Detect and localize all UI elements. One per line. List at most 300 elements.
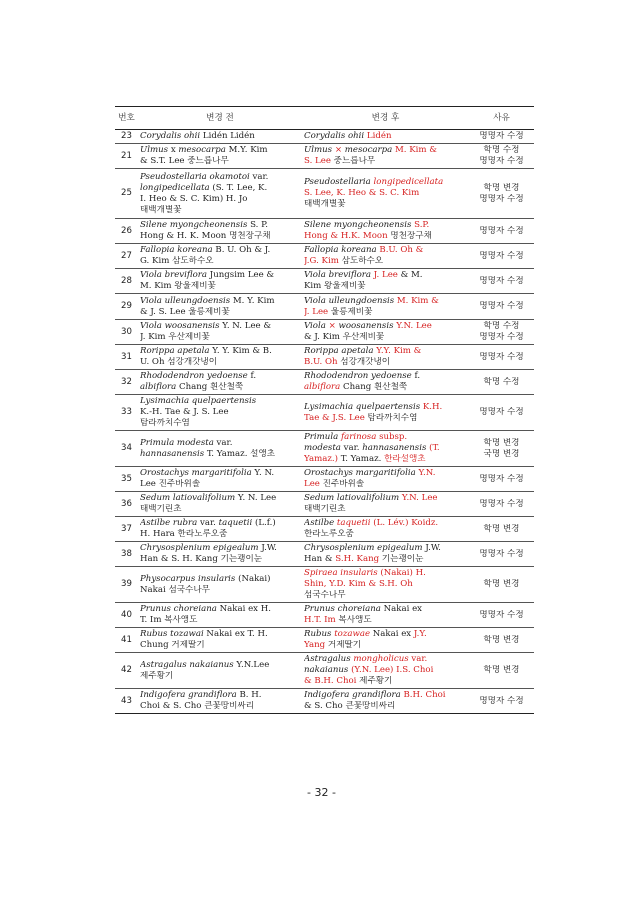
row-number: 41 bbox=[115, 628, 138, 653]
text-line bbox=[304, 371, 467, 382]
italic-text-run: Indigofera grandiflora bbox=[140, 690, 237, 700]
changed-text-run: S. Lee, K. Heo & S. C. Kim bbox=[304, 188, 420, 198]
changed-text-run: M. Kim & bbox=[396, 295, 439, 306]
italic-text-run: Lysimachia quelpaertensis bbox=[304, 401, 421, 412]
changed-text-run: Lidén bbox=[366, 131, 392, 141]
text-line bbox=[304, 554, 467, 565]
text-line bbox=[140, 371, 300, 382]
cell-reason bbox=[469, 244, 534, 269]
text-run: 한라노루오줌 bbox=[304, 529, 354, 539]
reason-line: 명명자 수정 bbox=[479, 407, 524, 417]
row-number: 35 bbox=[115, 467, 138, 492]
text-line bbox=[140, 438, 300, 449]
text-run: J.W. bbox=[422, 543, 441, 553]
cell-reason bbox=[469, 144, 534, 169]
cell-before-change bbox=[138, 467, 302, 492]
italic-text-run: Silene myongcheonensis bbox=[140, 220, 248, 230]
text-line bbox=[140, 256, 300, 267]
italic-text-run: Prunus choreiana bbox=[140, 604, 217, 614]
text-run: (S. T. Lee, K. bbox=[209, 182, 268, 193]
changed-text-run: × bbox=[332, 145, 345, 155]
cell-before-change bbox=[138, 517, 302, 542]
cell-before-change bbox=[138, 370, 302, 395]
cell-after-change bbox=[302, 689, 469, 714]
row-number: 28 bbox=[115, 269, 138, 294]
text-line bbox=[140, 281, 300, 292]
italic-text-run: modesta bbox=[304, 443, 341, 453]
reason-line: 명명자 수정 bbox=[479, 548, 524, 559]
text-line bbox=[304, 382, 467, 393]
cell-after-change bbox=[302, 517, 469, 542]
cell-before-change bbox=[138, 244, 302, 269]
cell-reason bbox=[469, 542, 534, 567]
text-line bbox=[304, 281, 467, 292]
text-run: Choi & S. Cho 큰꽃땅비싸리 bbox=[140, 701, 255, 711]
text-line bbox=[304, 402, 467, 413]
text-line bbox=[304, 231, 467, 242]
row-number: 42 bbox=[115, 653, 138, 689]
reason-line: 명명자 수정 bbox=[479, 498, 524, 509]
italic-text-run: Viola ulleungdoensis bbox=[304, 295, 395, 306]
text-run: Y. N. Lee & bbox=[219, 321, 271, 331]
italic-text-run: Rubus bbox=[304, 629, 335, 639]
italic-text-run: Viola bbox=[304, 321, 326, 331]
italic-text-run: Viola breviflora bbox=[304, 270, 372, 280]
table-row bbox=[115, 689, 534, 714]
cell-before-change bbox=[138, 130, 302, 144]
italic-text-run: Orostachys margaritifolia bbox=[304, 468, 416, 478]
italic-text-run: Astilbe rubra bbox=[140, 518, 198, 528]
row-number: 34 bbox=[115, 431, 138, 467]
text-run: 거제딸기 bbox=[325, 640, 362, 650]
header-before-change: 변경 전 bbox=[138, 107, 302, 130]
text-line bbox=[304, 629, 467, 640]
text-run: Nakai ex T. H. bbox=[203, 629, 268, 639]
cell-before-change bbox=[138, 542, 302, 567]
text-line bbox=[140, 156, 300, 167]
text-run: & S.T. Lee 중느릅나무 bbox=[140, 156, 229, 166]
cell-before-change bbox=[138, 492, 302, 517]
italic-text-run: nakaianus bbox=[304, 665, 349, 675]
table-row bbox=[115, 345, 534, 370]
text-line bbox=[140, 145, 300, 156]
text-run: G. Kim 삼도하수오 bbox=[140, 256, 214, 266]
text-run: Nakai ex bbox=[380, 604, 423, 614]
italic-text-run: Astragalus nakaianus bbox=[140, 659, 234, 670]
reason-line: 학명 변경 bbox=[483, 437, 520, 448]
text-line bbox=[140, 604, 300, 615]
italic-text-run: Corydalis ohii bbox=[304, 131, 365, 141]
row-number: 37 bbox=[115, 517, 138, 542]
cell-reason bbox=[469, 320, 534, 345]
cell-after-change bbox=[302, 492, 469, 517]
header-reason: 사유 bbox=[469, 107, 534, 130]
text-run: T. Im 복사앵도 bbox=[140, 615, 198, 625]
cell-after-change bbox=[302, 603, 469, 628]
italic-text-run: mesocarpa bbox=[178, 145, 226, 155]
italic-text-run: Corydalis ohii bbox=[140, 131, 201, 141]
text-line bbox=[140, 671, 300, 682]
changed-text-run: tozawae bbox=[334, 629, 371, 639]
table-row bbox=[115, 395, 534, 431]
text-run: (Nakai) bbox=[235, 573, 271, 584]
table-row bbox=[115, 244, 534, 269]
cell-after-change bbox=[302, 320, 469, 345]
italic-text-run: woosanensis bbox=[338, 321, 394, 331]
text-line bbox=[140, 296, 300, 307]
text-line bbox=[140, 554, 300, 565]
table-row bbox=[115, 144, 534, 169]
text-line bbox=[304, 256, 467, 267]
text-run: M.Y. Kim bbox=[225, 145, 268, 155]
text-run: Y. N. bbox=[251, 468, 275, 478]
changed-text-run: Lee bbox=[304, 479, 320, 489]
italic-text-run: mesocarpa bbox=[344, 145, 393, 155]
text-line bbox=[140, 270, 300, 281]
changed-text-run: Y.N. Lee bbox=[396, 321, 432, 331]
text-run: Chung 거제딸기 bbox=[140, 640, 205, 650]
cell-after-change bbox=[302, 130, 469, 144]
italic-text-run: longipedicellata bbox=[140, 182, 210, 193]
text-run: Nakai ex H. bbox=[216, 604, 271, 614]
changed-text-run: Tae & J.S. Lee bbox=[304, 412, 365, 423]
cell-reason bbox=[469, 130, 534, 144]
row-number: 40 bbox=[115, 603, 138, 628]
text-line bbox=[304, 604, 467, 615]
italic-text-run: Rorippa apetala bbox=[304, 346, 374, 356]
text-run: 섬국수나무 bbox=[304, 590, 346, 600]
table-row bbox=[115, 542, 534, 567]
text-run: 제주황기 bbox=[140, 670, 174, 681]
text-line bbox=[304, 145, 467, 156]
italic-text-run: Primula bbox=[304, 432, 341, 442]
text-line bbox=[304, 321, 467, 332]
reason-line: 학명 변경 bbox=[483, 523, 520, 534]
cell-reason bbox=[469, 345, 534, 370]
text-run: K.-H. Tae & J. S. Lee bbox=[140, 407, 229, 417]
text-run: var. bbox=[197, 518, 219, 528]
reason-line: 학명 변경 bbox=[483, 665, 520, 675]
italic-text-run: Chrysosplenium epigealum bbox=[304, 543, 423, 553]
row-number: 29 bbox=[115, 294, 138, 320]
cell-after-change bbox=[302, 653, 469, 689]
reason-line: 학명 변경 bbox=[483, 634, 520, 645]
changed-text-run: longipedicellata bbox=[373, 177, 444, 187]
cell-after-change bbox=[302, 467, 469, 492]
text-line bbox=[304, 701, 467, 712]
text-line bbox=[140, 479, 300, 490]
row-number: 43 bbox=[115, 689, 138, 714]
cell-after-change bbox=[302, 395, 469, 431]
text-run: Chang 흰산철쭉 bbox=[176, 382, 244, 392]
changed-text-run: B.U. Oh bbox=[304, 357, 338, 367]
changed-text-run: S.P. bbox=[414, 220, 430, 230]
row-number: 39 bbox=[115, 567, 138, 603]
text-line bbox=[140, 321, 300, 332]
name-change-table bbox=[115, 106, 534, 714]
changed-text-run: J. Lee bbox=[373, 270, 398, 280]
cell-reason bbox=[469, 395, 534, 431]
text-line bbox=[140, 332, 300, 343]
text-line bbox=[304, 504, 467, 515]
text-line bbox=[304, 220, 467, 231]
row-number: 26 bbox=[115, 219, 138, 244]
table-row bbox=[115, 567, 534, 603]
text-line bbox=[304, 357, 467, 368]
cell-after-change bbox=[302, 567, 469, 603]
changed-text-run: (T. bbox=[429, 443, 440, 453]
text-line bbox=[140, 504, 300, 515]
table-row bbox=[115, 320, 534, 345]
text-run: J.W. bbox=[258, 543, 277, 553]
italic-text-run: Rhododendron yedoense bbox=[140, 371, 248, 381]
text-line bbox=[140, 131, 300, 142]
table-row bbox=[115, 169, 534, 219]
text-run: Chang 흰산철쭉 bbox=[340, 382, 408, 392]
text-line bbox=[140, 418, 300, 429]
text-run: Y. Y. Kim & B. bbox=[209, 346, 272, 356]
table-row bbox=[115, 294, 534, 320]
reason-line: 명명자 수정 bbox=[479, 275, 524, 286]
text-run: Lee 진주바위솔 bbox=[140, 479, 201, 489]
italic-text-run: Astilbe bbox=[304, 518, 337, 528]
cell-reason bbox=[469, 653, 534, 689]
changed-text-run: mongholicus bbox=[353, 654, 409, 664]
cell-before-change bbox=[138, 689, 302, 714]
changed-text-run: S. Lee bbox=[304, 156, 331, 166]
text-run: var. bbox=[213, 437, 233, 448]
text-run: 기는괭이눈 bbox=[379, 554, 424, 564]
changed-text-run: (Nakai) H. bbox=[377, 568, 426, 578]
italic-text-run: Viola ulleungdoensis bbox=[140, 295, 231, 306]
italic-text-run: taquetii bbox=[218, 518, 253, 528]
cell-before-change bbox=[138, 653, 302, 689]
text-line bbox=[140, 183, 300, 194]
cell-after-change bbox=[302, 542, 469, 567]
cell-reason bbox=[469, 567, 534, 603]
text-run: Nakai ex bbox=[370, 629, 414, 639]
row-number: 36 bbox=[115, 492, 138, 517]
cell-reason bbox=[469, 169, 534, 219]
changed-text-run: J. Lee bbox=[304, 306, 329, 317]
text-run: Kim 왕울제비꽃 bbox=[304, 281, 366, 291]
text-line bbox=[304, 590, 467, 601]
changed-text-run: Y.Y. Kim & bbox=[376, 346, 422, 356]
table-row bbox=[115, 467, 534, 492]
text-run: Han & bbox=[304, 554, 336, 564]
text-line bbox=[140, 640, 300, 651]
changed-text-run: S.H. Kang bbox=[335, 554, 380, 564]
text-line bbox=[304, 518, 467, 529]
text-line bbox=[140, 245, 300, 256]
italic-text-run: Indigofera grandiflora bbox=[304, 690, 401, 700]
text-line bbox=[140, 585, 300, 596]
italic-text-run: hannasanensis bbox=[362, 443, 427, 453]
row-number: 27 bbox=[115, 244, 138, 269]
reason-line: 명명자 수정 bbox=[479, 250, 524, 261]
italic-text-run: Orostachys margaritifolia bbox=[140, 468, 252, 478]
cell-after-change bbox=[302, 370, 469, 395]
text-run: x bbox=[168, 145, 179, 155]
row-number: 30 bbox=[115, 320, 138, 345]
italic-text-run: Silene myongcheonensis bbox=[304, 220, 412, 230]
reason-line: 명명자 수정 bbox=[479, 225, 524, 236]
cell-reason bbox=[469, 492, 534, 517]
text-run: Y.N.Lee bbox=[233, 659, 270, 670]
changed-text-run: subsp. bbox=[376, 432, 408, 442]
italic-text-run: hannasanensis bbox=[140, 448, 205, 459]
cell-before-change bbox=[138, 294, 302, 320]
changed-text-run: albiflora bbox=[304, 382, 341, 392]
italic-text-run: Prunus choreiana bbox=[304, 604, 381, 614]
text-run: 태백개별꽃 bbox=[140, 204, 182, 215]
reason-line: 국명 변경 bbox=[483, 448, 520, 459]
text-run: & J. S. Lee 울릉제비꽃 bbox=[140, 306, 230, 317]
cell-before-change bbox=[138, 345, 302, 370]
cell-reason bbox=[469, 431, 534, 467]
text-line bbox=[304, 493, 467, 504]
row-number: 32 bbox=[115, 370, 138, 395]
table-row bbox=[115, 219, 534, 244]
cell-before-change bbox=[138, 431, 302, 467]
reason-line: 명명자 수정 bbox=[479, 156, 524, 166]
italic-text-run: Pseudostellaria bbox=[304, 177, 374, 187]
changed-text-run: Yang bbox=[304, 640, 326, 650]
text-run: H. Hara 한라노루오줌 bbox=[140, 529, 228, 539]
table-row bbox=[115, 628, 534, 653]
changed-text-run: farinosa bbox=[340, 432, 377, 442]
reason-line: 명명자 수정 bbox=[479, 131, 524, 141]
text-line bbox=[140, 382, 300, 393]
table-row bbox=[115, 130, 534, 144]
table-row bbox=[115, 492, 534, 517]
text-run: 복사앵도 bbox=[335, 615, 372, 625]
changed-text-run: Y.N. Lee bbox=[401, 493, 438, 503]
reason-line: 명명자 수정 bbox=[479, 609, 524, 620]
text-line bbox=[140, 543, 300, 554]
text-run: 명천장구채 bbox=[387, 231, 432, 241]
reason-line: 명명자 수정 bbox=[479, 695, 524, 706]
changed-text-run: B.U. Oh & bbox=[379, 245, 424, 255]
text-line bbox=[304, 156, 467, 167]
header-after-change: 변경 후 bbox=[302, 107, 469, 130]
cell-before-change bbox=[138, 219, 302, 244]
text-run: Hong & H. K. Moon 명천장구채 bbox=[140, 231, 271, 241]
text-run: I. Heo & S. C. Kim) H. Jo bbox=[140, 193, 248, 204]
text-run: (L.f.) bbox=[252, 518, 276, 528]
text-run: & J. Kim 우산제비꽃 bbox=[304, 332, 385, 342]
page-number: - 32 - bbox=[307, 786, 336, 799]
text-line bbox=[304, 640, 467, 651]
reason-line: 학명 변경 bbox=[483, 579, 520, 589]
text-line bbox=[304, 454, 467, 465]
table-row bbox=[115, 603, 534, 628]
cell-before-change bbox=[138, 567, 302, 603]
cell-before-change bbox=[138, 395, 302, 431]
table-row bbox=[115, 269, 534, 294]
cell-before-change bbox=[138, 144, 302, 169]
text-run: var. bbox=[249, 171, 269, 182]
text-run: B. H. bbox=[236, 690, 262, 700]
row-number: 21 bbox=[115, 144, 138, 169]
text-run: 중느릅나무 bbox=[330, 156, 376, 166]
reason-line: 명명자 수정 bbox=[479, 351, 524, 362]
changed-text-run: 한라설앵초 bbox=[384, 454, 426, 464]
text-line bbox=[304, 346, 467, 357]
italic-text-run: Chrysosplenium epigealum bbox=[140, 543, 259, 553]
text-line bbox=[140, 701, 300, 712]
italic-text-run: Primula modesta bbox=[140, 437, 214, 448]
cell-after-change bbox=[302, 169, 469, 219]
row-number: 38 bbox=[115, 542, 138, 567]
cell-before-change bbox=[138, 320, 302, 345]
cell-after-change bbox=[302, 628, 469, 653]
changed-text-run: Shin, Y.D. Kim & S.H. Oh bbox=[304, 579, 413, 589]
changed-text-run: Hong & H.K. Moon bbox=[304, 231, 388, 241]
changed-text-run: (L. Lév.) Koidz. bbox=[373, 518, 439, 528]
text-run: var. bbox=[340, 443, 363, 453]
text-line bbox=[304, 296, 467, 307]
text-line bbox=[304, 579, 467, 590]
changed-text-run: Spiraea insularis bbox=[304, 568, 378, 578]
text-run: Y. N. Lee bbox=[235, 493, 277, 503]
text-run: S. P. bbox=[247, 220, 268, 230]
text-run: 태백기린초 bbox=[304, 504, 346, 514]
text-run: J. Kim 우산제비꽃 bbox=[140, 332, 210, 342]
changed-text-run: var. bbox=[408, 654, 428, 664]
text-line bbox=[140, 574, 300, 585]
text-line bbox=[304, 188, 467, 199]
italic-text-run: Physocarpus insularis bbox=[140, 573, 236, 584]
text-run: Lidén Lidén bbox=[200, 131, 255, 141]
text-line bbox=[304, 676, 467, 687]
reason-line: 학명 수정 bbox=[483, 145, 520, 155]
table-row bbox=[115, 431, 534, 467]
text-line bbox=[140, 629, 300, 640]
changed-text-run: Y.N. bbox=[418, 468, 436, 478]
text-line bbox=[304, 307, 467, 318]
cell-reason bbox=[469, 603, 534, 628]
text-run: f. bbox=[411, 371, 421, 381]
text-line bbox=[140, 231, 300, 242]
text-line bbox=[304, 479, 467, 490]
text-line bbox=[304, 665, 467, 676]
row-number: 31 bbox=[115, 345, 138, 370]
text-run: & S. Cho 큰꽃땅비싸리 bbox=[304, 701, 396, 711]
text-run: M. Y. Kim bbox=[230, 295, 275, 306]
text-run: f. bbox=[247, 371, 257, 381]
reason-line: 학명 변경 bbox=[483, 182, 520, 193]
text-line bbox=[140, 518, 300, 529]
text-line bbox=[304, 529, 467, 540]
cell-after-change bbox=[302, 294, 469, 320]
text-line bbox=[140, 407, 300, 418]
cell-before-change bbox=[138, 169, 302, 219]
italic-text-run: Lysimachia quelpaertensis bbox=[140, 396, 257, 406]
italic-text-run: Rhododendron yedoense bbox=[304, 371, 412, 381]
text-line bbox=[140, 468, 300, 479]
changed-text-run: J.G. Kim bbox=[304, 256, 339, 266]
text-line bbox=[140, 529, 300, 540]
text-line bbox=[304, 332, 467, 343]
text-run: 섬강개갓냉이 bbox=[337, 357, 391, 367]
italic-text-run: Ulmus bbox=[140, 145, 169, 155]
italic-text-run: Ulmus bbox=[304, 145, 333, 155]
cell-before-change bbox=[138, 269, 302, 294]
changed-text-run: Yamaz.) bbox=[304, 454, 339, 464]
changed-text-run: taquetii bbox=[336, 518, 371, 528]
text-line bbox=[140, 615, 300, 626]
